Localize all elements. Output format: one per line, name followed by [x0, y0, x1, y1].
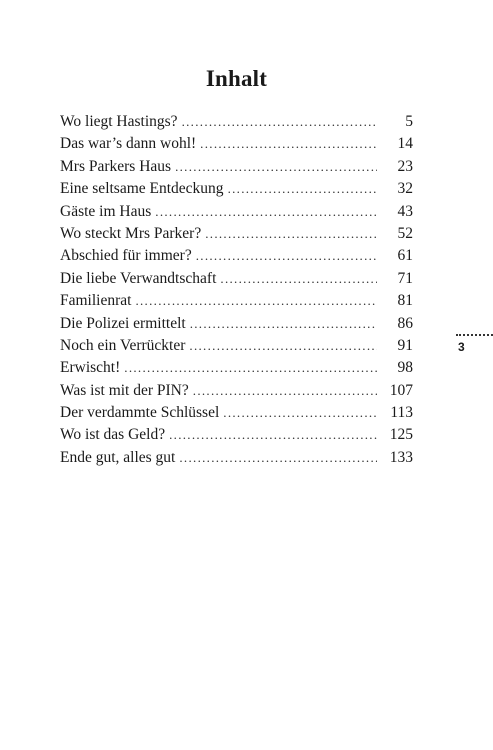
toc-entry — [60, 313, 413, 335]
toc-leader-dots — [200, 133, 377, 155]
toc-entry-title: Das war’s dann wohl! — [60, 135, 197, 153]
toc-entry-page: 52 — [397, 224, 413, 242]
toc-entry — [60, 268, 413, 290]
toc-leader-dots — [179, 447, 377, 469]
toc-entry-page: 86 — [397, 314, 413, 332]
toc-entry-page: 5 — [405, 113, 413, 130]
toc-entry-title: Wo steckt Mrs Parker? — [60, 224, 202, 242]
toc-entry-title: Die Polizei ermittelt — [60, 314, 186, 332]
toc-entry-page: 81 — [397, 292, 413, 310]
toc-entry — [60, 223, 413, 245]
toc-leader-dots — [228, 178, 377, 200]
toc-entry-page: 113 — [390, 404, 413, 422]
toc-leader-dots — [182, 111, 377, 133]
toc-entry — [60, 178, 413, 200]
toc-entry-page: 61 — [397, 247, 413, 265]
toc-entry — [60, 111, 413, 133]
toc-entry-title: Mrs Parkers Haus — [60, 157, 172, 175]
toc-entry-title: Noch ein Verrückter — [60, 336, 186, 354]
page-title: Inhalt — [205, 66, 268, 91]
toc-entry — [60, 402, 413, 424]
toc-entry — [60, 357, 413, 379]
toc-leader-dots — [190, 313, 377, 335]
page-number-marker — [456, 334, 493, 353]
toc-entry — [60, 380, 413, 402]
toc-entry-title: Wo ist das Geld? — [60, 426, 166, 444]
toc-entry-title: Ende gut, alles gut — [60, 448, 176, 466]
toc-entry-title: Was ist mit der PIN? — [60, 381, 189, 399]
toc-entry — [60, 245, 413, 267]
toc-entry — [60, 201, 413, 223]
toc-entry — [60, 156, 413, 178]
page-number: 3 — [458, 340, 465, 354]
toc-leader-dots — [175, 156, 377, 178]
toc-entry-title: Gäste im Haus — [60, 202, 152, 220]
toc-entry-title: Der verdammte Schlüssel — [60, 404, 220, 422]
toc-entry-page: 107 — [389, 381, 413, 399]
toc-entry — [60, 424, 413, 446]
toc-leader-dots — [135, 290, 377, 312]
toc-entry-title: Wo liegt Hastings? — [60, 113, 178, 130]
toc-entry-page: 133 — [389, 448, 413, 466]
toc-entry-page: 14 — [397, 135, 413, 153]
toc-leader-dots — [193, 380, 377, 402]
toc-entry-title: Die liebe Verwandtschaft — [60, 269, 217, 287]
toc-entry-title: Abschied für immer? — [60, 247, 192, 265]
toc-entry-page: 23 — [397, 157, 413, 175]
toc-entry — [60, 290, 413, 312]
toc-entry-page: 125 — [389, 426, 413, 444]
toc-leader-dots — [196, 245, 377, 267]
toc-leader-dots — [205, 223, 377, 245]
toc-entry — [60, 133, 413, 155]
toc-leader-dots — [169, 424, 377, 446]
toc-entry-page: 91 — [397, 336, 413, 354]
toc-entry-page: 32 — [397, 180, 413, 198]
toc-entry — [60, 335, 413, 357]
toc-entry-page: 43 — [397, 202, 413, 220]
toc-entry-page: 71 — [397, 269, 413, 287]
toc-entry-title: Eine seltsame Entdeckung — [60, 180, 224, 198]
toc-entry-title: Erwischt! — [60, 359, 121, 377]
toc-entry — [60, 447, 413, 469]
toc-leader-dots — [220, 268, 377, 290]
table-of-contents — [60, 111, 413, 469]
toc-leader-dots — [223, 402, 377, 424]
toc-entry-title: Familienrat — [60, 292, 132, 310]
toc-entry-page: 98 — [397, 359, 413, 377]
toc-leader-dots — [189, 335, 377, 357]
toc-leader-dots — [124, 357, 377, 379]
toc-leader-dots — [155, 201, 377, 223]
